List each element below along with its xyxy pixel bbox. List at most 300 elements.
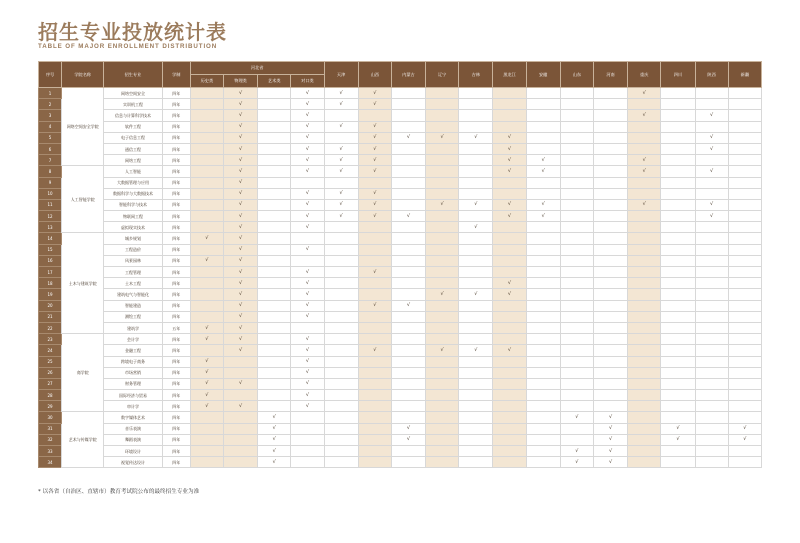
empty-cell xyxy=(628,423,661,434)
empty-cell xyxy=(426,121,459,132)
check-mark-cell: √ xyxy=(223,199,257,210)
empty-cell xyxy=(661,244,695,255)
empty-cell xyxy=(628,177,661,188)
col-header-province: 安徽 xyxy=(526,62,560,88)
check-mark-cell: √ xyxy=(291,401,324,412)
empty-cell xyxy=(426,222,459,233)
check-mark-cell: √ xyxy=(291,378,324,389)
row-number-cell: 10 xyxy=(39,188,62,199)
empty-cell xyxy=(391,345,425,356)
empty-cell xyxy=(728,121,761,132)
system-cell: 四年 xyxy=(162,345,190,356)
check-mark-cell: √ xyxy=(223,155,257,166)
empty-cell xyxy=(560,311,593,322)
empty-cell xyxy=(391,457,425,468)
empty-cell xyxy=(560,188,593,199)
empty-cell xyxy=(190,267,223,278)
empty-cell xyxy=(459,211,493,222)
empty-cell xyxy=(391,121,425,132)
empty-cell xyxy=(661,311,695,322)
empty-cell xyxy=(526,278,560,289)
major-name-cell: 网络空间安全 xyxy=(104,88,162,99)
empty-cell xyxy=(391,188,425,199)
empty-cell xyxy=(223,434,257,445)
check-mark-cell: √ xyxy=(190,367,223,378)
empty-cell xyxy=(391,446,425,457)
empty-cell xyxy=(493,188,526,199)
check-mark-cell: √ xyxy=(593,412,627,423)
col-header-province: 重庆 xyxy=(628,62,661,88)
empty-cell xyxy=(593,233,627,244)
empty-cell xyxy=(695,278,728,289)
empty-cell xyxy=(593,244,627,255)
empty-cell xyxy=(661,334,695,345)
check-mark-cell: √ xyxy=(223,121,257,132)
check-mark-cell: √ xyxy=(593,446,627,457)
check-mark-cell: √ xyxy=(493,155,526,166)
check-mark-cell: √ xyxy=(358,199,391,210)
empty-cell xyxy=(391,222,425,233)
table-body xyxy=(39,88,762,468)
empty-cell xyxy=(560,334,593,345)
check-mark-cell: √ xyxy=(324,121,358,132)
empty-cell xyxy=(526,322,560,333)
col-header-province: 内蒙古 xyxy=(391,62,425,88)
empty-cell xyxy=(324,367,358,378)
empty-cell xyxy=(493,88,526,99)
empty-cell xyxy=(728,143,761,154)
check-mark-cell: √ xyxy=(324,143,358,154)
check-mark-cell: √ xyxy=(426,345,459,356)
empty-cell xyxy=(391,110,425,121)
empty-cell xyxy=(628,233,661,244)
check-mark-cell: √ xyxy=(324,188,358,199)
major-name-cell: 人工智能 xyxy=(104,166,162,177)
major-name-cell: 实训机工程 xyxy=(104,99,162,110)
empty-cell xyxy=(391,199,425,210)
col-header-hebei-sub: 艺术类 xyxy=(258,75,291,88)
empty-cell xyxy=(324,457,358,468)
row-number-cell: 13 xyxy=(39,222,62,233)
major-name-cell: 软件工程 xyxy=(104,121,162,132)
table-row xyxy=(39,300,762,311)
system-cell: 四年 xyxy=(162,99,190,110)
check-mark-cell: √ xyxy=(291,244,324,255)
empty-cell xyxy=(258,188,291,199)
empty-cell xyxy=(459,143,493,154)
table-row xyxy=(39,177,762,188)
row-number-cell: 6 xyxy=(39,143,62,154)
empty-cell xyxy=(258,166,291,177)
col-header-hebei-sub: 历史类 xyxy=(190,75,223,88)
check-mark-cell: √ xyxy=(223,166,257,177)
major-name-cell: 土木工程 xyxy=(104,278,162,289)
empty-cell xyxy=(223,412,257,423)
check-mark-cell: √ xyxy=(426,199,459,210)
empty-cell xyxy=(728,412,761,423)
check-mark-cell: √ xyxy=(560,457,593,468)
empty-cell xyxy=(695,188,728,199)
empty-cell xyxy=(695,88,728,99)
empty-cell xyxy=(560,345,593,356)
empty-cell xyxy=(628,244,661,255)
empty-cell xyxy=(526,446,560,457)
empty-cell xyxy=(728,401,761,412)
header-row-1 xyxy=(39,62,762,75)
empty-cell xyxy=(628,255,661,266)
empty-cell xyxy=(593,356,627,367)
empty-cell xyxy=(426,99,459,110)
empty-cell xyxy=(291,423,324,434)
empty-cell xyxy=(459,233,493,244)
system-cell: 四年 xyxy=(162,423,190,434)
empty-cell xyxy=(426,401,459,412)
empty-cell xyxy=(426,322,459,333)
table-row xyxy=(39,334,762,345)
empty-cell xyxy=(661,289,695,300)
empty-cell xyxy=(695,434,728,445)
empty-cell xyxy=(426,446,459,457)
system-cell: 四年 xyxy=(162,289,190,300)
empty-cell xyxy=(661,378,695,389)
table-row xyxy=(39,434,762,445)
empty-cell xyxy=(526,311,560,322)
empty-cell xyxy=(560,132,593,143)
empty-cell xyxy=(291,446,324,457)
system-cell: 四年 xyxy=(162,110,190,121)
empty-cell xyxy=(526,401,560,412)
check-mark-cell: √ xyxy=(695,143,728,154)
empty-cell xyxy=(526,367,560,378)
empty-cell xyxy=(426,244,459,255)
check-mark-cell: √ xyxy=(695,132,728,143)
check-mark-cell: √ xyxy=(291,222,324,233)
check-mark-cell: √ xyxy=(291,300,324,311)
row-number-cell: 30 xyxy=(39,412,62,423)
empty-cell xyxy=(560,244,593,255)
table-row xyxy=(39,278,762,289)
check-mark-cell: √ xyxy=(190,255,223,266)
empty-cell xyxy=(628,300,661,311)
empty-cell xyxy=(358,110,391,121)
empty-cell xyxy=(661,155,695,166)
check-mark-cell: √ xyxy=(324,211,358,222)
system-cell: 四年 xyxy=(162,278,190,289)
check-mark-cell: √ xyxy=(258,434,291,445)
check-mark-cell: √ xyxy=(593,423,627,434)
empty-cell xyxy=(493,412,526,423)
row-number-cell: 23 xyxy=(39,334,62,345)
system-cell: 四年 xyxy=(162,378,190,389)
empty-cell xyxy=(493,457,526,468)
check-mark-cell: √ xyxy=(223,311,257,322)
empty-cell xyxy=(391,289,425,300)
table-row xyxy=(39,345,762,356)
empty-cell xyxy=(526,267,560,278)
empty-cell xyxy=(526,390,560,401)
empty-cell xyxy=(493,233,526,244)
empty-cell xyxy=(661,412,695,423)
row-number-cell: 19 xyxy=(39,289,62,300)
empty-cell xyxy=(190,434,223,445)
check-mark-cell: √ xyxy=(291,121,324,132)
col-header-college: 学院名称 xyxy=(62,62,104,88)
empty-cell xyxy=(695,300,728,311)
empty-cell xyxy=(728,356,761,367)
empty-cell xyxy=(628,446,661,457)
empty-cell xyxy=(560,255,593,266)
empty-cell xyxy=(391,88,425,99)
empty-cell xyxy=(324,267,358,278)
major-name-cell: 智能科学与技术 xyxy=(104,199,162,210)
empty-cell xyxy=(628,143,661,154)
check-mark-cell: √ xyxy=(324,155,358,166)
empty-cell xyxy=(560,166,593,177)
empty-cell xyxy=(258,222,291,233)
system-cell: 四年 xyxy=(162,356,190,367)
empty-cell xyxy=(426,334,459,345)
check-mark-cell: √ xyxy=(291,99,324,110)
col-header-seq: 序号 xyxy=(39,62,62,88)
row-number-cell: 27 xyxy=(39,378,62,389)
empty-cell xyxy=(459,88,493,99)
empty-cell xyxy=(223,457,257,468)
empty-cell xyxy=(628,311,661,322)
table-row xyxy=(39,255,762,266)
row-number-cell: 17 xyxy=(39,267,62,278)
check-mark-cell: √ xyxy=(223,177,257,188)
check-mark-cell: √ xyxy=(358,188,391,199)
empty-cell xyxy=(258,88,291,99)
empty-cell xyxy=(628,222,661,233)
check-mark-cell: √ xyxy=(223,88,257,99)
empty-cell xyxy=(560,390,593,401)
empty-cell xyxy=(391,255,425,266)
empty-cell xyxy=(526,222,560,233)
empty-cell xyxy=(628,132,661,143)
empty-cell xyxy=(493,244,526,255)
empty-cell xyxy=(493,390,526,401)
empty-cell xyxy=(223,423,257,434)
check-mark-cell: √ xyxy=(493,166,526,177)
empty-cell xyxy=(459,188,493,199)
check-mark-cell: √ xyxy=(223,267,257,278)
empty-cell xyxy=(324,434,358,445)
empty-cell xyxy=(628,211,661,222)
table-row xyxy=(39,233,762,244)
empty-cell xyxy=(560,155,593,166)
empty-cell xyxy=(258,143,291,154)
empty-cell xyxy=(324,322,358,333)
table-row xyxy=(39,110,762,121)
row-number-cell: 9 xyxy=(39,177,62,188)
empty-cell xyxy=(324,289,358,300)
empty-cell xyxy=(695,289,728,300)
empty-cell xyxy=(661,88,695,99)
check-mark-cell: √ xyxy=(628,199,661,210)
empty-cell xyxy=(560,211,593,222)
row-number-cell: 20 xyxy=(39,300,62,311)
empty-cell xyxy=(258,289,291,300)
col-header-system: 学制 xyxy=(162,62,190,88)
empty-cell xyxy=(358,423,391,434)
system-cell: 五年 xyxy=(162,322,190,333)
empty-cell xyxy=(526,423,560,434)
empty-cell xyxy=(593,155,627,166)
empty-cell xyxy=(526,300,560,311)
empty-cell xyxy=(593,334,627,345)
empty-cell xyxy=(560,110,593,121)
empty-cell xyxy=(728,166,761,177)
empty-cell xyxy=(728,457,761,468)
empty-cell xyxy=(728,110,761,121)
empty-cell xyxy=(426,267,459,278)
row-number-cell: 24 xyxy=(39,345,62,356)
empty-cell xyxy=(426,110,459,121)
check-mark-cell: √ xyxy=(190,334,223,345)
check-mark-cell: √ xyxy=(223,255,257,266)
empty-cell xyxy=(493,110,526,121)
empty-cell xyxy=(728,446,761,457)
system-cell: 四年 xyxy=(162,434,190,445)
check-mark-cell: √ xyxy=(291,143,324,154)
check-mark-cell: √ xyxy=(695,199,728,210)
empty-cell xyxy=(695,446,728,457)
check-mark-cell: √ xyxy=(190,356,223,367)
empty-cell xyxy=(459,166,493,177)
system-cell: 四年 xyxy=(162,132,190,143)
check-mark-cell: √ xyxy=(190,401,223,412)
check-mark-cell: √ xyxy=(291,132,324,143)
check-mark-cell: √ xyxy=(493,143,526,154)
row-number-cell: 28 xyxy=(39,390,62,401)
empty-cell xyxy=(190,300,223,311)
empty-cell xyxy=(728,289,761,300)
table-row xyxy=(39,378,762,389)
empty-cell xyxy=(593,121,627,132)
empty-cell xyxy=(560,378,593,389)
empty-cell xyxy=(728,233,761,244)
major-name-cell: 环境设计 xyxy=(104,446,162,457)
empty-cell xyxy=(391,166,425,177)
empty-cell xyxy=(258,356,291,367)
row-number-cell: 21 xyxy=(39,311,62,322)
empty-cell xyxy=(391,244,425,255)
empty-cell xyxy=(426,166,459,177)
empty-cell xyxy=(560,300,593,311)
empty-cell xyxy=(628,457,661,468)
check-mark-cell: √ xyxy=(391,423,425,434)
row-number-cell: 26 xyxy=(39,367,62,378)
empty-cell xyxy=(459,356,493,367)
major-name-cell: 跨境电子商务 xyxy=(104,356,162,367)
check-mark-cell: √ xyxy=(459,132,493,143)
college-name-cell: 艺术与传媒学院 xyxy=(62,412,104,468)
empty-cell xyxy=(695,155,728,166)
col-header-province: 吉林 xyxy=(459,62,493,88)
empty-cell xyxy=(391,143,425,154)
check-mark-cell: √ xyxy=(493,289,526,300)
row-number-cell: 7 xyxy=(39,155,62,166)
empty-cell xyxy=(426,233,459,244)
empty-cell xyxy=(593,88,627,99)
check-mark-cell: √ xyxy=(223,300,257,311)
empty-cell xyxy=(526,457,560,468)
check-mark-cell: √ xyxy=(459,289,493,300)
system-cell: 四年 xyxy=(162,255,190,266)
col-header-province: 天津 xyxy=(324,62,358,88)
page-title: 招生专业投放统计表 xyxy=(38,20,227,44)
col-header-hebei: 河北省 xyxy=(190,62,324,75)
empty-cell xyxy=(628,378,661,389)
empty-cell xyxy=(728,244,761,255)
check-mark-cell: √ xyxy=(258,446,291,457)
empty-cell xyxy=(190,211,223,222)
empty-cell xyxy=(258,255,291,266)
check-mark-cell: √ xyxy=(223,143,257,154)
row-number-cell: 33 xyxy=(39,446,62,457)
empty-cell xyxy=(358,446,391,457)
empty-cell xyxy=(258,401,291,412)
empty-cell xyxy=(661,132,695,143)
major-name-cell: 智能建造 xyxy=(104,300,162,311)
check-mark-cell: √ xyxy=(190,378,223,389)
empty-cell xyxy=(695,121,728,132)
col-header-province: 辽宁 xyxy=(426,62,459,88)
empty-cell xyxy=(358,177,391,188)
empty-cell xyxy=(190,446,223,457)
check-mark-cell: √ xyxy=(223,378,257,389)
empty-cell xyxy=(258,267,291,278)
empty-cell xyxy=(358,378,391,389)
empty-cell xyxy=(728,88,761,99)
col-header-province: 四川 xyxy=(661,62,695,88)
major-name-cell: 建筑学 xyxy=(104,322,162,333)
check-mark-cell: √ xyxy=(291,311,324,322)
empty-cell xyxy=(593,177,627,188)
empty-cell xyxy=(391,378,425,389)
check-mark-cell: √ xyxy=(291,367,324,378)
empty-cell xyxy=(661,255,695,266)
empty-cell xyxy=(593,255,627,266)
empty-cell xyxy=(190,423,223,434)
empty-cell xyxy=(190,412,223,423)
empty-cell xyxy=(628,390,661,401)
empty-cell xyxy=(324,311,358,322)
empty-cell xyxy=(628,356,661,367)
empty-cell xyxy=(358,278,391,289)
check-mark-cell: √ xyxy=(628,110,661,121)
check-mark-cell: √ xyxy=(223,99,257,110)
check-mark-cell: √ xyxy=(258,412,291,423)
table-row xyxy=(39,143,762,154)
table-row xyxy=(39,390,762,401)
empty-cell xyxy=(695,423,728,434)
empty-cell xyxy=(493,222,526,233)
table-row xyxy=(39,267,762,278)
empty-cell xyxy=(695,412,728,423)
empty-cell xyxy=(493,311,526,322)
row-number-cell: 14 xyxy=(39,233,62,244)
row-number-cell: 12 xyxy=(39,211,62,222)
check-mark-cell: √ xyxy=(728,423,761,434)
check-mark-cell: √ xyxy=(291,289,324,300)
check-mark-cell: √ xyxy=(258,423,291,434)
empty-cell xyxy=(695,222,728,233)
check-mark-cell: √ xyxy=(493,199,526,210)
check-mark-cell: √ xyxy=(291,278,324,289)
empty-cell xyxy=(459,401,493,412)
